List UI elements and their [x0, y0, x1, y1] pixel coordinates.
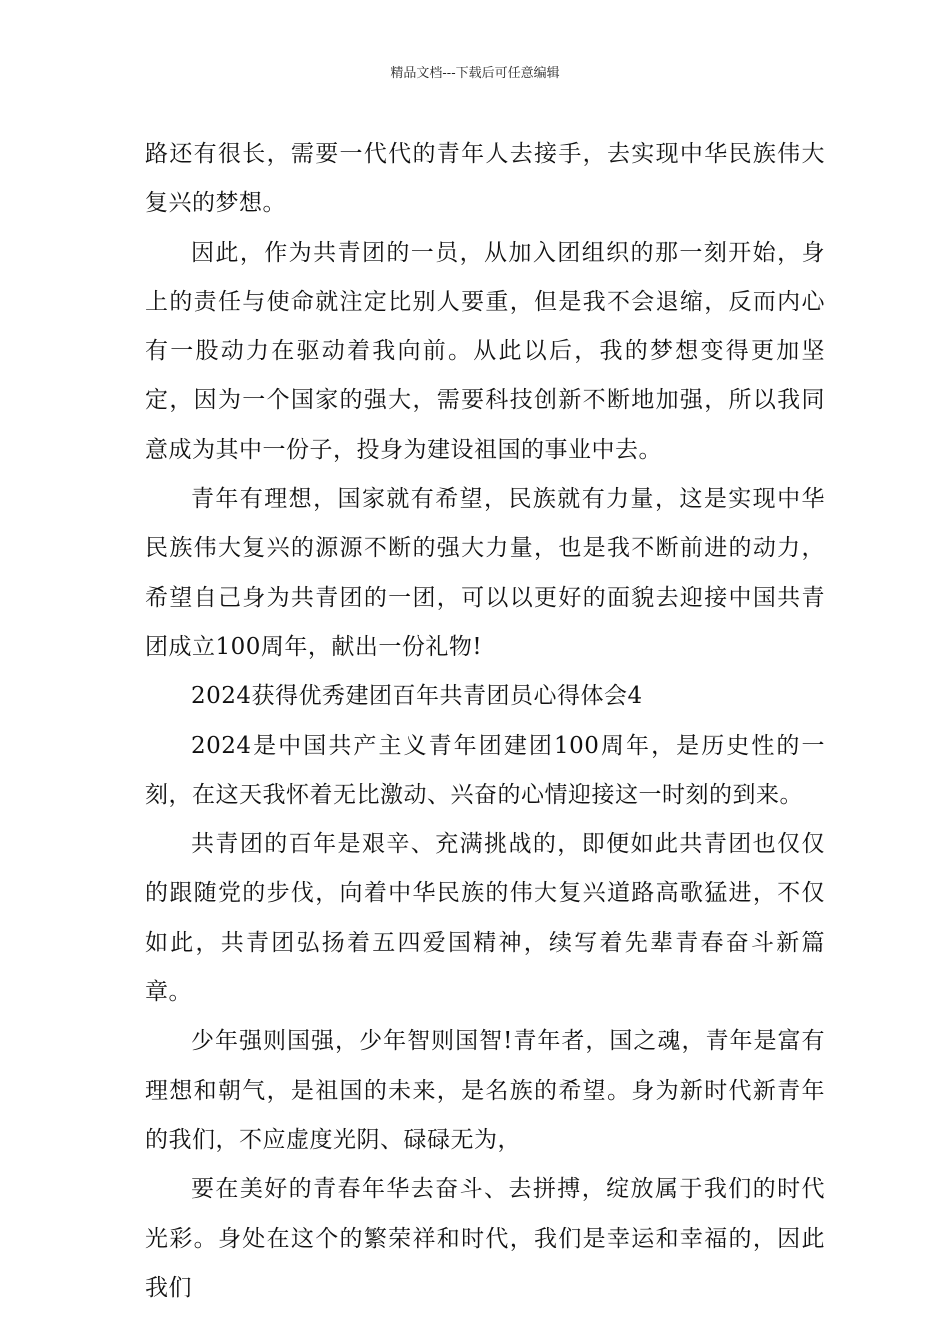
paragraph-continuation: 路还有很长，需要一代代的青年人去接手，去实现中华民族伟大复兴的梦想。: [145, 141, 825, 217]
section-heading: 2024获得优秀建团百年共青团员心得体会4: [191, 683, 643, 710]
document-body: [145, 130, 825, 1313]
paragraph: 2024是中国共产主义青年团建团100周年，是历史性的一刻，在这天我怀着无比激动、兴奋的心情迎接这一时刻的到来。: [145, 732, 825, 808]
paragraph: 共青团的百年是艰辛、充满挑战的，即便如此共青团也仅仅的跟随党的步伐，向着中华民族的伟大复兴道路高歌猛进，不仅如此，共青团弘扬着五四爱国精神，续写着先辈青春奋斗新篇章。: [145, 831, 825, 1006]
paragraph: 要在美好的青春年华去奋斗、去拼搏，绽放属于我们的时代光彩。身处在这个的繁荣祥和时代，我们是幸运和幸福的，因此我们: [145, 1176, 825, 1301]
page-header: 精品文档---下载后可任意编辑: [390, 66, 560, 81]
paragraph: 因此，作为共青团的一员，从加入团组织的那一刻开始，身上的责任与使命就注定比别人要重，但是我不会退缩，反而内心有一股动力在驱动着我向前。从此以后，我的梦想变得更加坚定，因为一个国家的强大，需要科技创新不断地加强，所以我同意成为其中一份子，投身为建设祖国的事业中去。: [145, 239, 825, 463]
paragraph: 青年有理想，国家就有希望，民族就有力量，这是实现中华民族伟大复兴的源源不断的强大力量，也是我不断前进的动力，希望自己身为共青团的一团，可以以更好的面貌去迎接中国共青团成立100周年，献出一份礼物!: [145, 486, 825, 660]
paragraph: 少年强则国强，少年智则国智!青年者，国之魂，青年是富有理想和朝气，是祖国的未来，是名族的希望。身为新时代新青年的我们，不应虚度光阴、碌碌无为，: [145, 1028, 825, 1153]
